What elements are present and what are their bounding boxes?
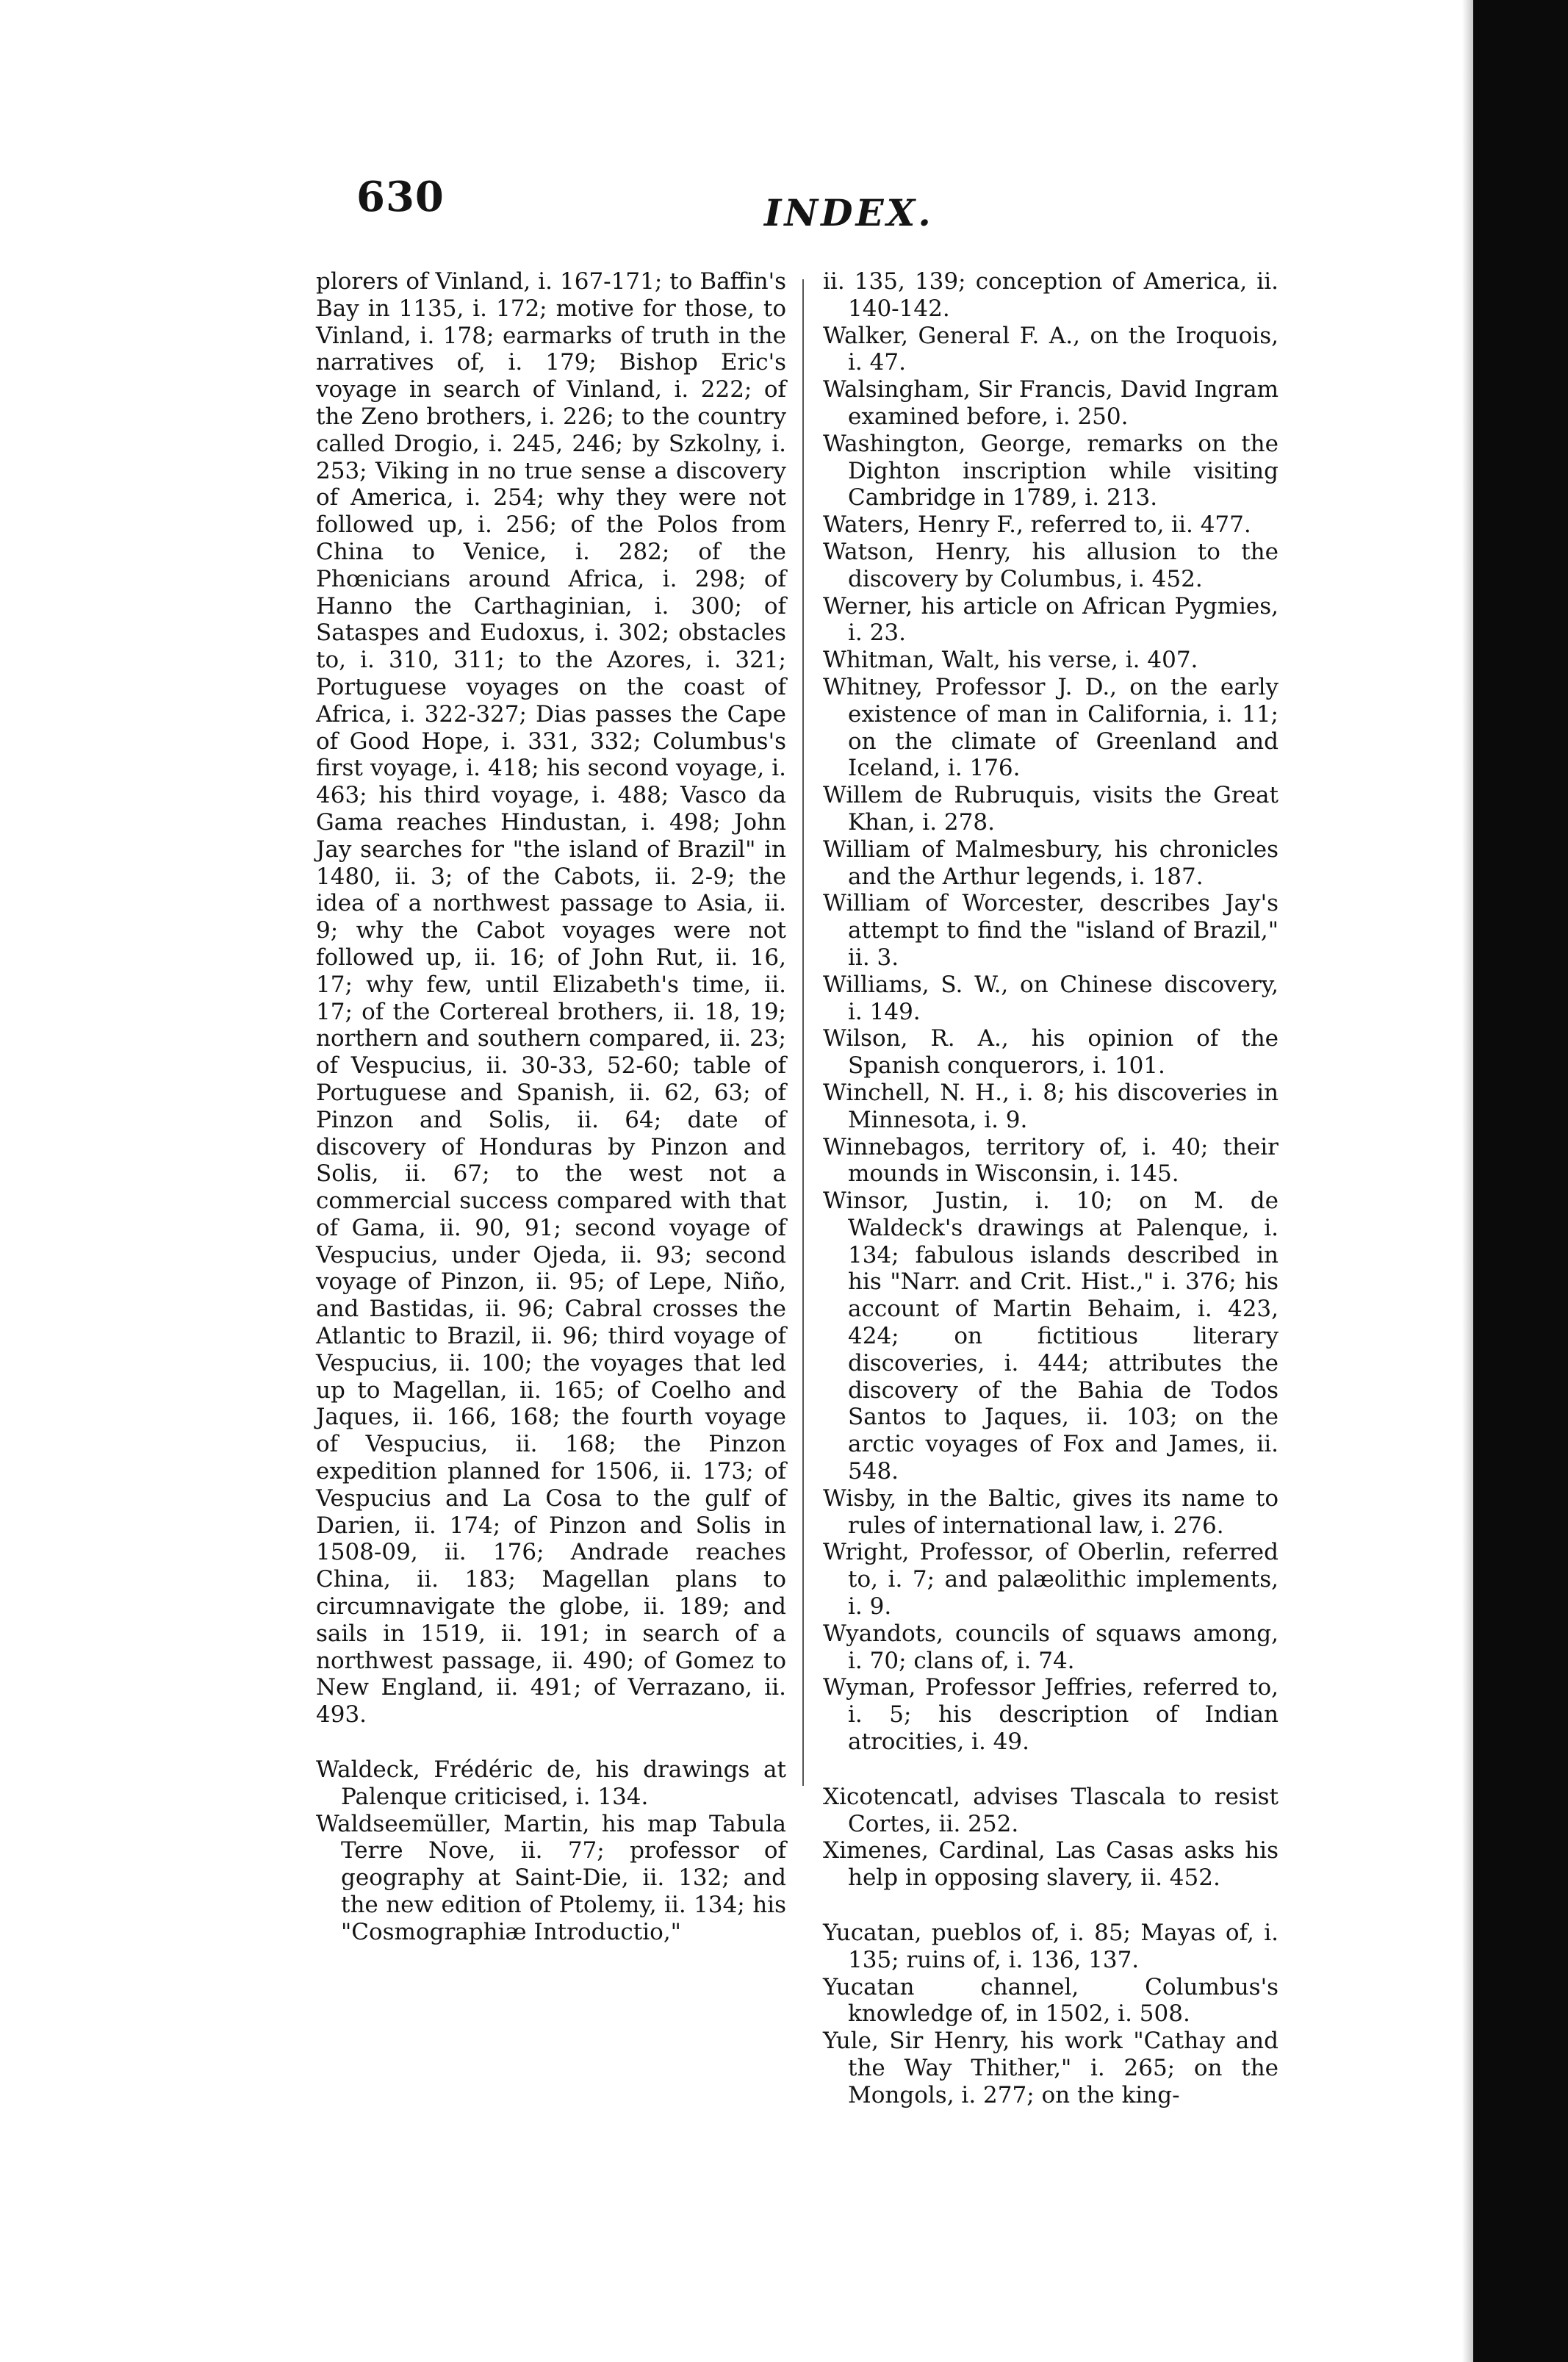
index-entry: Yucatan, pueblos of, i. 85; Mayas of, i. 135; ruins of, i. 136, 137. xyxy=(823,1920,1279,1973)
index-entry: Whitman, Walt, his verse, i. 407. xyxy=(823,647,1198,674)
facing-page-edge xyxy=(1473,0,1568,2362)
index-entry: Yule, Sir Henry, his work "Cathay and the Way Thither," i. 265; on the Mongols, i. 277; on the king- xyxy=(823,2028,1279,2108)
index-entry: Xicotencatl, advises Tlascala to resist Cortes, ii. 252. xyxy=(823,1783,1279,1837)
column-divider xyxy=(802,279,804,1786)
index-entry: Watson, Henry, his allusion to the discovery by Columbus, i. 452. xyxy=(823,538,1279,592)
index-entry: ii. 135, 139; conception of America, ii. 140-142. xyxy=(823,268,1279,322)
running-head: INDEX. xyxy=(764,191,934,234)
index-entry: Wright, Professor, of Oberlin, referred to, i. 7; and palæolithic implements, i. 9. xyxy=(823,1539,1279,1620)
index-entry: Williams, S. W., on Chinese discovery, i. 149. xyxy=(823,971,1279,1025)
index-entry: Wyandots, councils of squaws among, i. 70; clans of, i. 74. xyxy=(823,1620,1279,1674)
index-entry: Waldseemüller, Martin, his map Tabula Terre Nove, ii. 77; professor of geography at Saint-Die, ii. 132; and the new edition of Ptolemy, ii. 134; his "Cosmographiæ Introductio," xyxy=(316,1810,786,1945)
index-entry: Ximenes, Cardinal, Las Casas asks his help in opposing slavery, ii. 452. xyxy=(823,1837,1279,1892)
index-entry: Wilson, R. A., his opinion of the Spanish conquerors, i. 101. xyxy=(823,1025,1279,1080)
index-entry: Winchell, N. H., i. 8; his discoveries in Minnesota, i. 9. xyxy=(823,1079,1279,1133)
index-column-right xyxy=(823,268,1279,2109)
index-entry-continuation: plorers of Vinland, i. 167-171; to Baffin's Bay in 1135, i. 172; motive for those, to Vinland, i. 178; earmarks of truth in the narratives of, i. 179; Bishop Eric's voyage in search of Vinland, i. 222; of the Zeno brothers, i. 226; to the country called Drogio, i. 245, 246; by Szkolny, i. 253; Viking in no true sense a discovery of America, i. 254; why they were not followed up, i. 256; of the Polos from China to Venice, i. 282; of the Phœnicians around Africa, i. 298; of Hanno the Carthaginian, i. 300; of Sataspes and Eudoxus, i. 302; obstacles to, i. 310, 311; to the Azores, i. 321; Portuguese voyages on the coast of Africa, i. 322-327; Dias passes the Cape of Good Hope, i. 331, 332; Columbus's first voyage, i. 418; his second voyage, i. 463; his third voyage, i. 488; Vasco da Gama reaches Hindustan, i. 498; John Jay searches for "the island of Brazil" in 1480, ii. 3; of the Cabots, ii. 2-9; the idea of a northwest passage to Asia, ii. 9; why the Cabot voyages were not followed up, ii. 16; of John Rut, ii. 16, 17; why few, until Elizabeth's time, ii. 17; of the Cortereal brothers, ii. 18, 19; northern and southern compared, ii. 23; of Vespucius, ii. 30-33, 52-60; table of Portuguese and Spanish, ii. 62, 63; of Pinzon and Solis, ii. 64; date of discovery of Honduras by Pinzon and Solis, ii. 67; to the west not a commercial success compared with that of Gama, ii. 90, 91; second voyage of Vespucius, under Ojeda, ii. 93; second voyage of Pinzon, ii. 95; of Lepe, Niño, and Bastidas, ii. 96; Cabral crosses the Atlantic to Brazil, ii. 96; third voyage of Vespucius, ii. 100; the voyages that led up to Magellan, ii. 165; of Coelho and Jaques, ii. 166, 168; the fourth voyage of Vespucius, ii. 168; the Pinzon expedition planned for 1506, ii. 173; of Vespucius and La Cosa to the gulf of Darien, ii. 174; of Pinzon and Solis in 1508-09, ii. 176; Andrade reaches China, ii. 183; Magellan plans to circumnavigate the globe, ii. 189; and sails in 1519, ii. 191; in search of a northwest passage, ii. 490; of Gomez to New England, ii. 491; of Verrazano, ii. 493. xyxy=(316,268,786,1729)
index-entry: William of Worcester, describes Jay's attempt to find the "island of Brazil," ii. 3. xyxy=(823,890,1279,971)
index-entry: Wyman, Professor Jeffries, referred to, i. 5; his description of Indian atrocities, i. 49. xyxy=(823,1674,1279,1756)
index-entry: Waters, Henry F., referred to, ii. 477. xyxy=(823,511,1251,539)
index-entry: Whitney, Professor J. D., on the early existence of man in California, i. 11; on the climate of Greenland and Iceland, i. 176. xyxy=(823,673,1279,782)
index-entry: William of Malmesbury, his chronicles and the Arthur legends, i. 187. xyxy=(823,836,1279,890)
index-column-left xyxy=(316,268,786,1946)
index-entry: Yucatan channel, Columbus's knowledge of, in 1502, i. 508. xyxy=(823,1973,1279,2028)
index-entry: Werner, his article on African Pygmies, i. 23. xyxy=(823,592,1279,647)
index-entry: Waldeck, Frédéric de, his drawings at Palenque criticised, i. 134. xyxy=(316,1756,786,1810)
index-entry: Washington, George, remarks on the Dighton inscription while visiting Cambridge in 1789, i. 213. xyxy=(823,430,1279,511)
index-entry: Willem de Rubruquis, visits the Great Khan, i. 278. xyxy=(823,782,1279,836)
page-edge-shadow xyxy=(1462,0,1473,2362)
page-number: 630 xyxy=(356,173,445,221)
index-entry: Walsingham, Sir Francis, David Ingram examined before, i. 250. xyxy=(823,376,1279,430)
index-entry: Winnebagos, territory of, i. 40; their mounds in Wisconsin, i. 145. xyxy=(823,1133,1279,1188)
index-entry: Winsor, Justin, i. 10; on M. de Waldeck's drawings at Palenque, i. 134; fabulous islands described in his "Narr. and Crit. Hist.," i. 376; his account of Martin Behaim, i. 423, 424; on fictitious literary discoveries, i. 444; attributes the discovery of the Bahia de Todos Santos to Jaques, ii. 103; on the arctic voyages of Fox and James, ii. 548. xyxy=(823,1188,1279,1485)
index-entry: Wisby, in the Baltic, gives its name to rules of international law, i. 276. xyxy=(823,1485,1279,1539)
index-entry: Walker, General F. A., on the Iroquois, i. 47. xyxy=(823,322,1279,376)
